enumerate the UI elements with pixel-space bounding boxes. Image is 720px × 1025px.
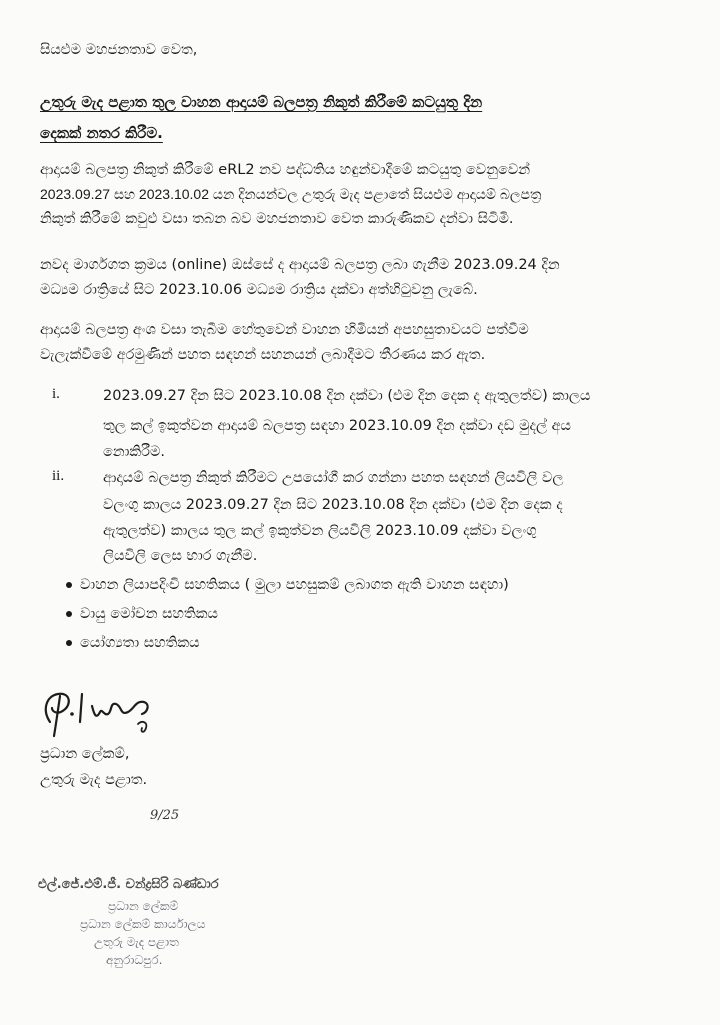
bullet-item-registration: වාහන ලියාපදිංචි සහතිකය ( මුලා පහසුකම් ලබාගත ඇති වාහන සඳහා) [80, 577, 509, 593]
bullet-dot [66, 582, 72, 588]
stamp-office: ප්‍රධාන ලේකම් කාර්යාලය [80, 917, 206, 931]
para2-line1: නවද මාර්ගගත ක්‍රමය (online) ඔස්සේ ද ආදායම් බලපත්‍ර ලබා ගැනීම 2023.09.24 දින [40, 257, 560, 273]
item2-line2: වලංගු කාලය 2023.09.27 දින සිට 2023.10.08 දින දක්වා (එම දින දෙක ද [103, 497, 563, 513]
para1-line1: ආදායම් බලපත්‍ර නිකුත් කිරීමේ eRL2 නව පද්ධතිය හඳුන්වාදීමේ කටයුතු වෙනුවෙන් [40, 162, 531, 178]
item2-line1: ආදායම් බලපත්‍ර නිකුත් කිරීමට උපයෝගී කර ගන්නා පහත සඳහන් ලියවිලි වල [103, 470, 564, 486]
item1-line1: 2023.09.27 දින සිට 2023.10.08 දින දක්වා (එම දින දෙක ද ඇතුලත්ව) කාලය [103, 388, 591, 404]
item1-line3: නොකිරීම. [103, 444, 165, 460]
stamp-name: එල්.ජේ.එම්.ජී. චන්ද්‍රසිරි බණ්ඩාර [38, 877, 219, 892]
item2-line3: ඇතුලත්ව) කාලය තුල කල් ඉකුත්වන ලියවිලි 2023.10.09 දක්වා වලංගු [103, 523, 537, 539]
para3-line2: වැලැක්වීමේ අරමුණින් පහත සඳහන් සහනයන් ලබාදීමට තීරණය කර ඇත. [40, 347, 486, 363]
item1-line2: තුල කල් ඉකුත්වන ආදායම් බලපත්‍ර සඳහා 2023.10.09 දින දක්වා දඩ මුදල් අය [103, 418, 571, 434]
para3-line1: ආදායම් බලපත්‍ර අංශ වසා තැබීම හේතුවෙන් වාහන හිමියන් අපහසුතාවයට පත්වීම [40, 322, 529, 338]
signatory-title: ප්‍රධාන ලේකම්, [40, 746, 130, 762]
para1-line2: 2023.09.27 සහ 2023.10.02 යන දිනයන්වල උතුරු මැද පළාතේ සියළුම ආදායම් බලපත්‍ර [40, 186, 542, 202]
signatory-office: උතුරු මැද පළාත. [40, 772, 148, 788]
subject-line-2: දෙකක් නතර කිරීම. [40, 124, 163, 142]
subject-line-1: උතුරු මැද පළාත තුල වාහන ආදායම් බලපත්‍ර නිකුත් කිරීමේ කටයුතු දින [40, 93, 483, 111]
bullet-dot [66, 611, 72, 617]
bullet-item-fitness: යෝග්‍යතා සහතිකය [80, 635, 200, 651]
item2-line4: ලියවිලි ලෙස භාර ගැනීම. [103, 548, 258, 564]
para2-line2: මධ්‍යම රාත්‍රියේ සිට 2023.10.06 මධ්‍යම රාත්‍රිය දක්වා අත්හිටුවනු ලැබේ. [40, 282, 478, 298]
salutation: සියළුම මහජනතාව වෙත, [40, 42, 198, 58]
item2-marker: ii. [52, 468, 65, 484]
item1-marker: i. [52, 386, 60, 402]
stamp-province: උතුරු මැද පළාත [94, 935, 179, 949]
stamp-title: ප්‍රධාන ලේකම් [108, 899, 179, 913]
stamp-city: අනුරාධපුර. [106, 953, 163, 967]
bullet-item-emission: වායු මෝචන සහතිකය [80, 606, 218, 622]
bullet-dot [66, 640, 72, 646]
handwritten-date: 9/25 [150, 808, 180, 823]
signature-image [36, 682, 176, 744]
para1-line3: නිකුත් කිරීමේ කවුළු වසා තබන බව මහජනතාව වෙත කාරුණිකව දන්වා සිටිමි. [40, 211, 514, 227]
